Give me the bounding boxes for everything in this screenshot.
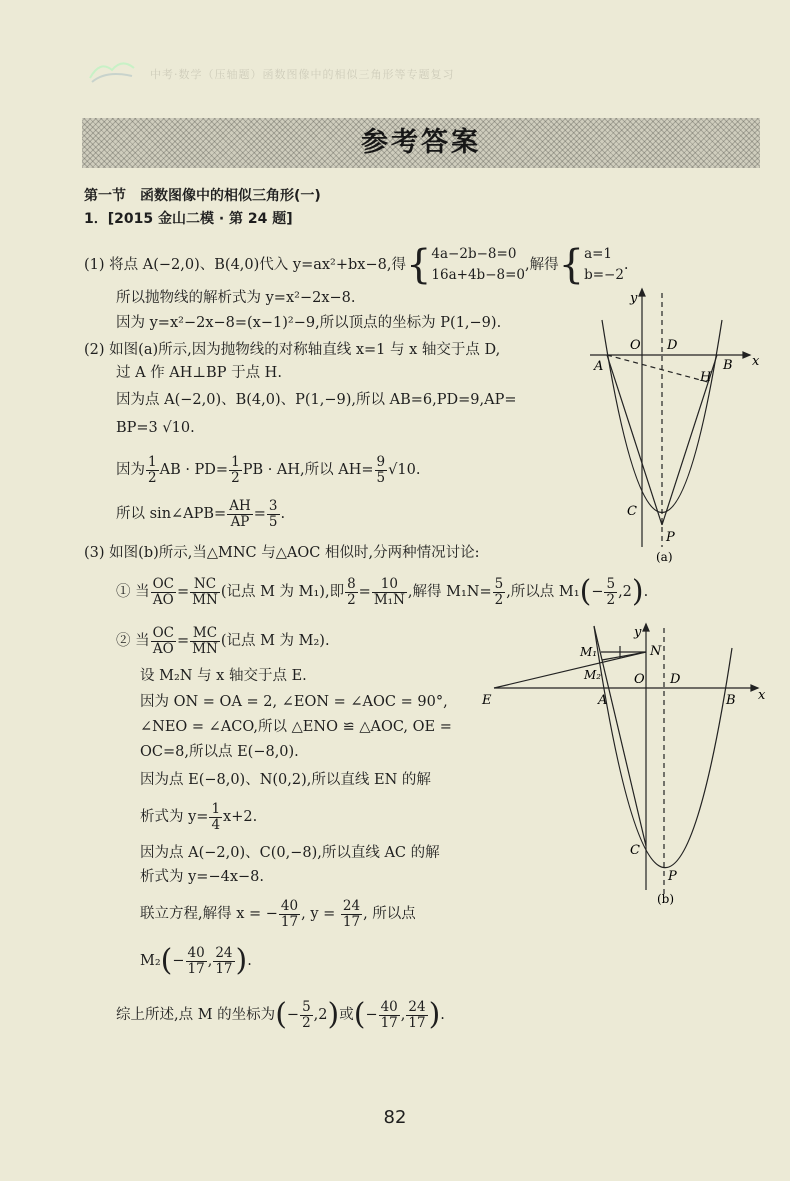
text: − — [172, 953, 185, 969]
section-title: 第一节 函数图像中的相似三角形(一) — [84, 188, 321, 204]
solution-system — [584, 244, 624, 286]
text: M₂ — [140, 953, 161, 969]
text: . — [643, 584, 649, 600]
text: (记点 M 为 M₁),即 — [220, 584, 345, 600]
part2-line3: 因为点 A(−2,0)、B(4,0)、P(1,−9),所以 AB=6,PD=9,AP= — [116, 392, 517, 408]
part2-line1 — [84, 340, 500, 360]
fraction: $\frac{24}{17}$ — [408, 998, 426, 1031]
brace-left: { — [558, 242, 585, 288]
text: ,2 — [618, 584, 632, 600]
x-axis-arrow-icon — [751, 685, 758, 691]
text: − — [286, 1007, 300, 1023]
part3-line1 — [84, 543, 479, 563]
page-number: 82 — [383, 1107, 407, 1128]
problem-number: 1． — [84, 211, 108, 227]
part3-label: (3) — [84, 545, 105, 561]
figure-b-caption: (b) — [657, 892, 675, 906]
fraction: $\frac{5}{2}$ — [606, 575, 616, 608]
text: AB · PD= — [159, 462, 229, 478]
problem-source: [2015 金山二模 · 第 24 题] — [107, 211, 293, 227]
brace-left: { — [405, 242, 432, 288]
label-x: x — [752, 354, 760, 369]
fraction: $\frac{5}{2}$ — [494, 575, 504, 608]
fraction: $\frac{AH}{AP}$ — [229, 497, 251, 530]
label-y: y — [630, 291, 638, 306]
label-c: C — [630, 843, 640, 858]
part2-label: (2) — [84, 342, 105, 358]
part2-line5 — [116, 453, 420, 487]
fraction: $\frac{1}{4}$ — [211, 800, 221, 833]
part2-text: 如图(a)所示,因为抛物线的对称轴直线 x=1 与 x 轴交于点 D, — [109, 342, 501, 358]
text: ,解得 M₁N= — [407, 584, 492, 600]
label-c: C — [627, 504, 637, 519]
text: , — [207, 953, 213, 969]
ghost-logo-icon — [86, 54, 138, 84]
fraction: $\frac{1}{2}$ — [148, 453, 157, 486]
text: , — [400, 1007, 406, 1023]
text: x+2. — [223, 809, 258, 825]
part2-line2: 过 A 作 AH⊥BP 于点 H. — [116, 365, 282, 381]
label-a: A — [598, 693, 608, 708]
case1-line: ① 当 $\frac{OC}{AO}$ = $\frac{NC}{MN}$ (记点 M 为 M₁),即 $\frac{8}{2}$ = $\frac{10}{\text{M₁N}}$ ,解得 M₁N= $\frac{5}{2}$ ,所以点 M₁(− $\frac{5}{2}$ ,2). — [116, 574, 649, 609]
fraction: $\frac{OC}{AO}$ — [152, 624, 175, 657]
label-h: H — [700, 370, 712, 385]
text: = — [358, 584, 371, 600]
text: − — [591, 584, 604, 600]
fraction: $\frac{8}{2}$ — [347, 575, 356, 608]
fraction: $\frac{40}{17}$ — [187, 944, 205, 977]
fraction: $\frac{24}{17}$ — [215, 944, 233, 977]
fraction: $\frac{40}{17}$ — [280, 897, 299, 930]
label-p: P — [668, 869, 677, 884]
text: = — [253, 506, 266, 522]
part1-line2: 所以抛物线的解析式为 y=x²−2x−8. — [116, 290, 356, 306]
label-d: D — [667, 338, 678, 353]
equation-1: 4a−2b−8=0 — [431, 246, 517, 262]
summary-line: 综上所述,点 M 的坐标为(− $\frac{5}{2}$ ,2)或(− $\frac{40}{17}$ , $\frac{24}{17}$ ). — [116, 997, 445, 1032]
y-axis-arrow-icon — [639, 289, 645, 296]
part1-label: (1) — [84, 257, 105, 273]
text: . — [280, 506, 286, 522]
part3-text: 如图(b)所示,当△MNC 与△AOC 相似时,分两种情况讨论: — [109, 545, 480, 561]
text: √10. — [388, 462, 421, 478]
fraction: $\frac{24}{17}$ — [342, 897, 361, 930]
case2-line — [116, 622, 330, 660]
part2-line6 — [116, 497, 285, 531]
fraction: $\frac{3}{5}$ — [268, 497, 278, 530]
fraction: $\frac{5}{2}$ — [302, 998, 311, 1031]
label-b: B — [723, 358, 733, 373]
label-b: B — [726, 693, 736, 708]
fraction: $\frac{1}{2}$ — [231, 453, 240, 486]
text: = — [177, 633, 190, 649]
segment-ap — [607, 355, 662, 525]
line-en — [494, 652, 646, 688]
text: . — [247, 953, 252, 969]
label-o: O — [634, 672, 645, 687]
case2-l8: 因为点 A(−2,0)、C(0,−8),所以直线 AC 的解 — [140, 845, 440, 861]
case2-l2: 设 M₂N 与 x 轴交于点 E. — [140, 668, 307, 684]
text: ② 当 — [116, 633, 150, 649]
case2-l6: 因为点 E(−8,0)、N(0,2),所以直线 EN 的解 — [140, 772, 431, 788]
label-y: y — [634, 625, 642, 640]
text: 因为 — [116, 462, 145, 478]
part1-line3: 因为 y=x²−2x−8=(x−1)²−9,所以顶点的坐标为 P(1,−9). — [116, 315, 502, 331]
label-n: N — [650, 644, 662, 659]
text: ,所以点 M₁ — [506, 584, 580, 600]
label-m2: M₂ — [584, 668, 602, 682]
label-a: A — [594, 359, 604, 374]
part1-line1 — [84, 244, 629, 286]
part2-line4: BP=3 √10. — [116, 420, 195, 436]
case2-l11: M₂(− $\frac{40}{17}$ , $\frac{24}{17}$ ). — [140, 943, 252, 978]
text: 或 — [339, 1007, 354, 1023]
text: 联立方程,解得 x = − — [140, 906, 278, 922]
solution-2: b=−2 — [584, 267, 624, 283]
text: , y = — [301, 906, 340, 922]
text: 所以 sin∠APB= — [116, 506, 227, 522]
fraction: $\frac{10}{\text{M₁N}}$ — [373, 575, 405, 608]
problem-heading — [84, 208, 293, 228]
fraction: $\frac{OC}{AO}$ — [152, 575, 175, 608]
equation-2: 16a+4b−8=0 — [431, 267, 525, 283]
equation-system — [431, 244, 525, 286]
case2-l4: ∠NEO = ∠ACO,所以 △ENO ≌ △AOC, OE = — [140, 719, 452, 735]
figure-a — [570, 285, 770, 565]
text: (记点 M 为 M₂). — [220, 633, 330, 649]
text: 综上所述,点 M 的坐标为 — [116, 1007, 276, 1023]
case2-l10 — [140, 896, 416, 932]
part1-end: . — [623, 257, 629, 273]
fraction: $\frac{40}{17}$ — [380, 998, 398, 1031]
label-p: P — [666, 530, 675, 545]
segment-ah — [607, 355, 708, 382]
y-axis-arrow-icon — [643, 624, 649, 631]
fraction: $\frac{MC}{MN}$ — [192, 624, 218, 657]
text: , 所以点 — [363, 906, 416, 922]
label-d: D — [670, 672, 681, 687]
label-m1: M₁ — [580, 645, 598, 659]
ghost-header: 中考·数学（压轴题）函数图像中的相似三角形等专题复习 — [150, 68, 455, 81]
text: PB · AH,所以 AH= — [242, 462, 374, 478]
solution-1: a=1 — [584, 246, 613, 262]
figure-a-caption: (a) — [656, 550, 673, 564]
segment-m2n — [602, 652, 646, 660]
fraction: $\frac{9}{5}$ — [376, 453, 386, 486]
x-axis-arrow-icon — [743, 352, 750, 358]
label-x: x — [758, 688, 766, 703]
figure-b — [480, 618, 770, 913]
text: = — [177, 584, 190, 600]
text: ,2 — [313, 1007, 328, 1023]
case2-l5: OC=8,所以点 E(−8,0). — [140, 744, 299, 760]
text: ① 当 — [116, 584, 150, 600]
page-title: 参考答案 — [361, 127, 481, 158]
text: − — [365, 1007, 378, 1023]
fraction: $\frac{NC}{MN}$ — [192, 575, 218, 608]
case2-l7 — [140, 800, 257, 834]
text: 析式为 y= — [140, 809, 209, 825]
part1-intro: 将点 A(−2,0)、B(4,0)代入 y=ax²+bx−8,得 — [109, 257, 406, 273]
case2-l3: 因为 ON = OA = 2, ∠EON = ∠AOC = 90°, — [140, 694, 448, 710]
case2-l9: 析式为 y=−4x−8. — [140, 869, 264, 885]
line-ac — [594, 626, 646, 846]
parabola — [594, 626, 732, 868]
part1-mid: ,解得 — [525, 257, 559, 273]
label-e: E — [482, 693, 492, 708]
text: . — [440, 1007, 445, 1023]
label-o: O — [630, 338, 641, 353]
